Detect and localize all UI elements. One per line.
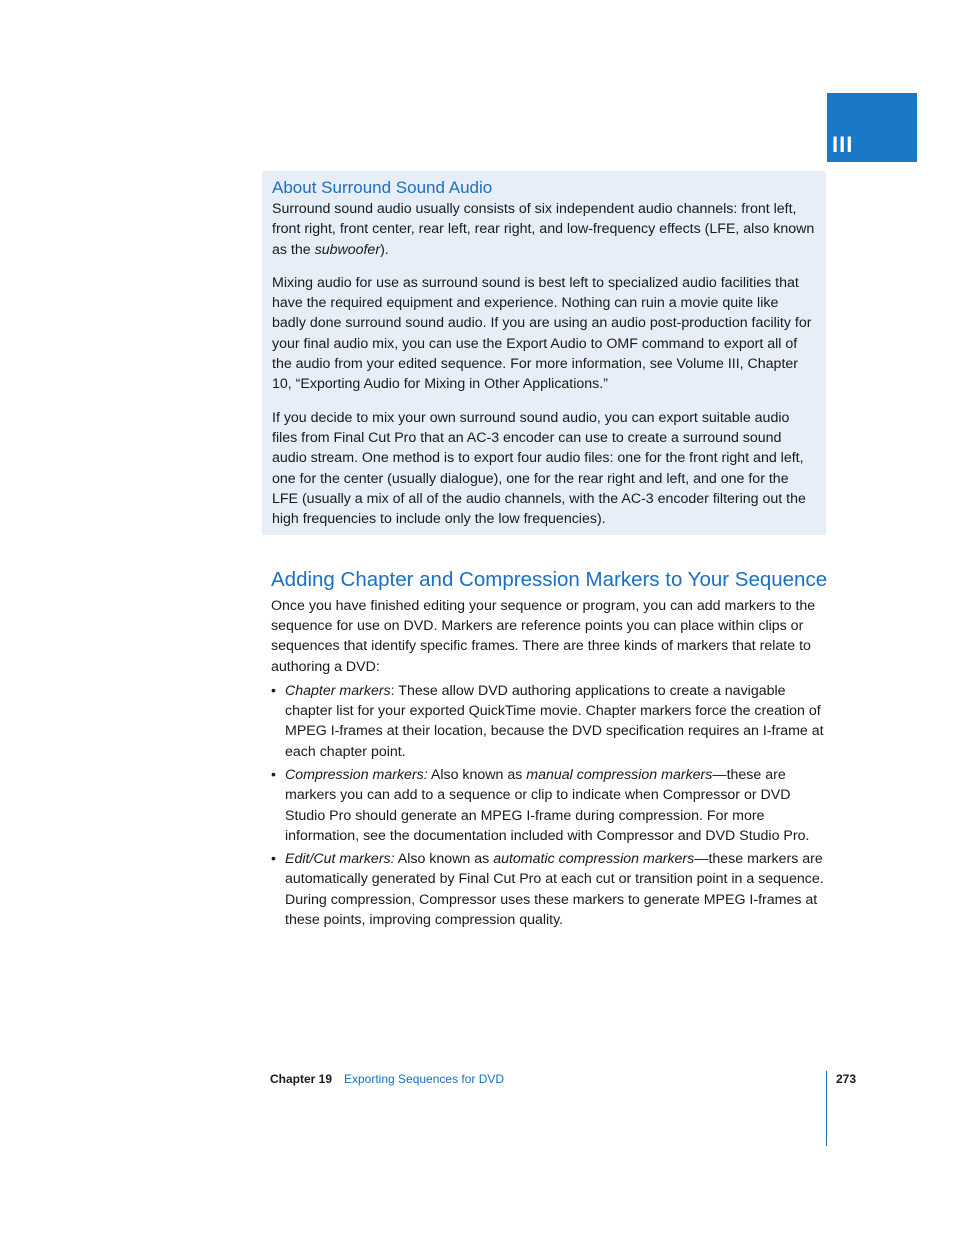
footer-chapter-title: Exporting Sequences for DVD [344,1072,505,1086]
sidebar-paragraph-2: Mixing audio for use as surround sound is best left to specialized audio facilities that have the required equipment and experience. Nothing can ruin a movie quite like badly done surround sound audio. If you are using an audio post-production facility for your final audio mix, you can use the Export Audio to OMF command to export all of the audio from your edited sequence. For more information, see Volume III, Chapter 10, “Exporting Audio for Mixing in Other Applications.” [272,274,812,393]
list-item-chapter-markers: • Chapter markers: These allow DVD authoring applications to create a navigable chapter list for your exported QuickTime movie. Chapter markers force the creation of MPEG I-frames at their location, because the DVD specification requires an I-frame at each chapter point. [271,682,824,760]
main-section [271,566,831,933]
marker-list [271,681,831,931]
part-tab [827,93,917,162]
sidebar-paragraph-1: Surround sound audio usually consists of six independent audio channels: front left, front right, front center, rear left, rear right, and low-frequency effects (LFE, also known as the subwoofer). [272,201,815,258]
page-number: 273 [836,1072,857,1086]
sidebar-paragraph-3: If you decide to mix your own surround sound audio, you can export suitable audio files from Final Cut Pro that an AC-3 encoder can use to create a surround sound audio stream. One method is to export four audio files: one for the front right and left, one for the center (usually dialogue), one for the rear right and left, and one for the LFE (usually a mix of all of the audio channels, with the AC-3 encoder filtering out the high frequencies to include only the low frequencies). [272,409,806,528]
footer-divider [826,1071,827,1146]
footer-chapter-label: Chapter 19 [270,1072,333,1086]
bullet-icon: • [271,682,276,699]
sidebar-heading: About Surround Sound Audio [272,178,493,197]
list-item-compression-markers: • Compression markers: Also known as manual compression markers—these are markers you can add to a sequence or clip to indicate when Compressor or DVD Studio Pro should generate an MPEG I-frame during compression. For more information, see the documentation included with Compressor and DVD Studio Pro. [271,767,810,844]
bullet-icon: • [271,851,276,868]
section-heading: Adding Chapter and Compression Markers to Your Sequence [271,568,828,591]
list-item-edit-cut-markers: • Edit/Cut markers: Also known as automatic compression markers—these markers are automatically generated by Final Cut Pro at each cut or transition point in a sequence. During compression, Compressor uses these markers to generate MPEG I-frames at these points, improving compression quality. [271,851,824,929]
intro-paragraph: Once you have finished editing your sequence or program, you can add markers to the sequence for use on DVD. Markers are reference points you can place within clips or sequences that identify specific frames. There are three kinds of markers that relate to authoring a DVD: [271,598,816,675]
surround-sound-sidebar [262,171,826,535]
part-tab-label: III [832,132,854,157]
bullet-icon: • [271,767,276,783]
